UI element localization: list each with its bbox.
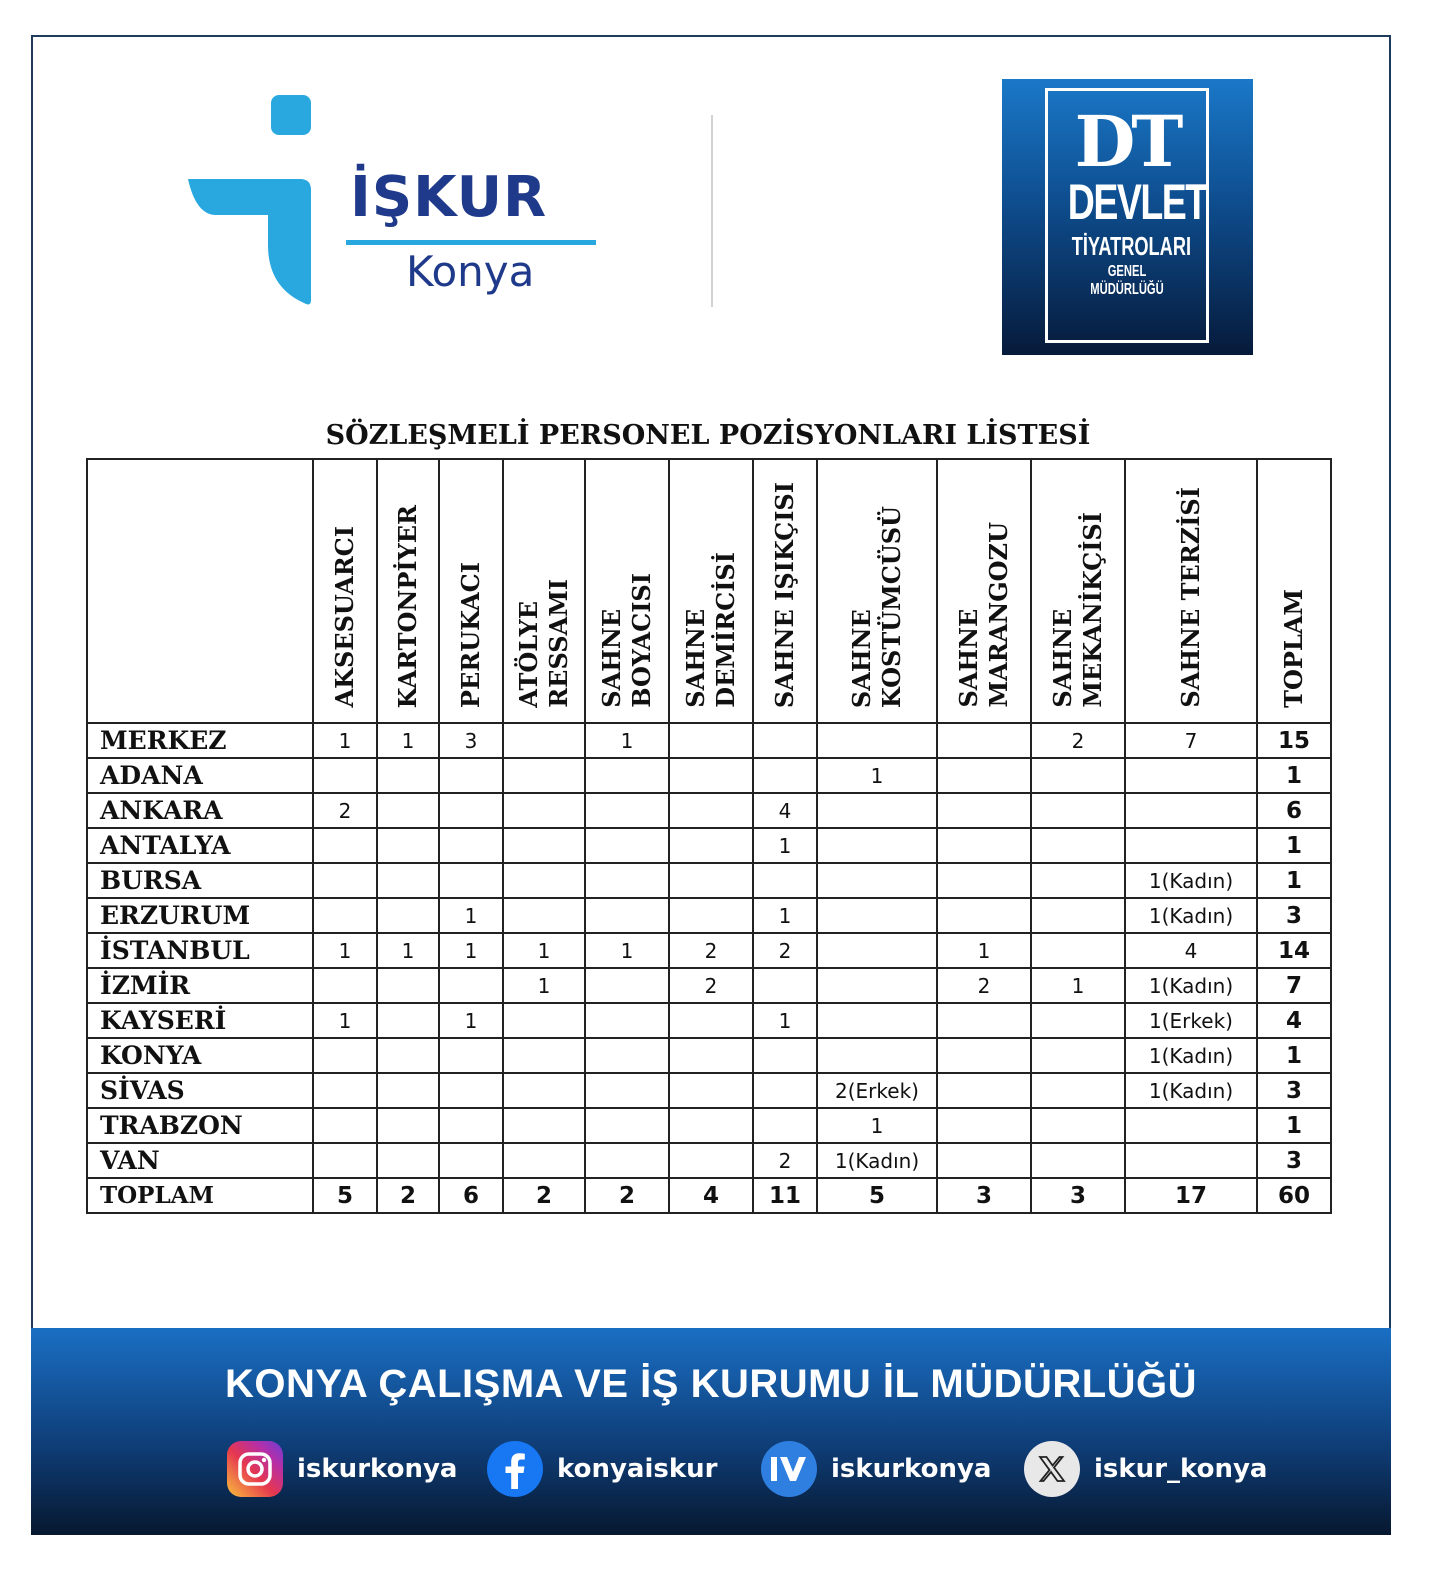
table-cell [753, 758, 817, 793]
table-cell [377, 1073, 439, 1108]
table-cell: 2(Erkek) [817, 1073, 937, 1108]
table-cell [669, 828, 753, 863]
table-cell [377, 758, 439, 793]
x-icon [1024, 1441, 1080, 1497]
table-cell: 5 [817, 1178, 937, 1213]
dt-logo-line2: TİYATROLARI [1071, 231, 1192, 261]
column-header [439, 459, 503, 723]
table-cell: 1 [817, 758, 937, 793]
table-cell: 6 [439, 1178, 503, 1213]
table-cell [439, 1143, 503, 1178]
table-cell [817, 898, 937, 933]
table-cell: 1 [377, 933, 439, 968]
province-name: ANKARA [87, 793, 313, 828]
table-cell [377, 1143, 439, 1178]
table-cell: 1 [753, 1003, 817, 1038]
table-cell [753, 1108, 817, 1143]
column-header [817, 459, 937, 723]
table-row [87, 933, 1331, 968]
column-header-label: SAHNE TERZİSİ [1176, 487, 1205, 708]
province-name: ANTALYA [87, 828, 313, 863]
table-cell [937, 1143, 1031, 1178]
table-cell [313, 968, 377, 1003]
table-cell [585, 1003, 669, 1038]
table-cell [937, 863, 1031, 898]
table-row [87, 723, 1331, 758]
column-header [1125, 459, 1257, 723]
province-name: İSTANBUL [87, 933, 313, 968]
table-cell [669, 1003, 753, 1038]
table-cell: 1(Kadın) [817, 1143, 937, 1178]
instagram-icon [227, 1441, 283, 1497]
province-name: TRABZON [87, 1108, 313, 1143]
table-cell: 11 [753, 1178, 817, 1213]
table-cell: 1 [817, 1108, 937, 1143]
table-cell [1125, 1143, 1257, 1178]
table-row [87, 793, 1331, 828]
table-row [87, 1073, 1331, 1108]
table-cell [937, 793, 1031, 828]
table-cell [503, 793, 585, 828]
table-cell [1125, 828, 1257, 863]
table-cell [669, 723, 753, 758]
table-cell [503, 1073, 585, 1108]
table-cell [937, 828, 1031, 863]
table-row [87, 828, 1331, 863]
table-cell [439, 863, 503, 898]
iskur-logo [188, 95, 608, 310]
social-handle: iskurkonya [297, 1454, 458, 1484]
column-header-label: KARTONPİYER [393, 504, 422, 708]
table-cell [937, 1108, 1031, 1143]
table-cell: 4 [753, 793, 817, 828]
table-cell: 17 [1125, 1178, 1257, 1213]
province-name: ADANA [87, 758, 313, 793]
table-total-row [87, 1178, 1331, 1213]
table-cell: 2 [503, 1178, 585, 1213]
column-header [585, 459, 669, 723]
table-row [87, 1108, 1331, 1143]
row-total-cell: 1 [1257, 758, 1331, 793]
column-header-label: SAHNE KOSTÜMCÜSÜ [847, 505, 906, 708]
column-header [503, 459, 585, 723]
row-total-cell: 4 [1257, 1003, 1331, 1038]
table-cell: 2 [937, 968, 1031, 1003]
column-header [313, 459, 377, 723]
table-cell [313, 1108, 377, 1143]
column-header-label: SAHNE MARANGOZU [954, 522, 1013, 708]
row-total-cell: 1 [1257, 828, 1331, 863]
table-cell [313, 863, 377, 898]
dt-logo-line1: DEVLET [1067, 174, 1207, 230]
social-instagram[interactable] [227, 1439, 457, 1499]
table-cell [503, 863, 585, 898]
table-cell [669, 898, 753, 933]
table-cell [313, 1073, 377, 1108]
table-cell [503, 723, 585, 758]
header-corner-cell [87, 459, 313, 723]
table-cell [753, 968, 817, 1003]
province-name: KONYA [87, 1038, 313, 1073]
table-cell [585, 863, 669, 898]
table-cell: 2 [669, 933, 753, 968]
table-cell: 1 [753, 828, 817, 863]
row-total-cell: 15 [1257, 723, 1331, 758]
table-cell [937, 1073, 1031, 1108]
table-cell [439, 1108, 503, 1143]
table-cell [669, 1108, 753, 1143]
table-cell: 1 [313, 1003, 377, 1038]
table-cell [585, 793, 669, 828]
table-cell: 1 [585, 933, 669, 968]
province-name: MERKEZ [87, 723, 313, 758]
table-cell: 1 [1031, 968, 1125, 1003]
table-cell: 1 [503, 933, 585, 968]
table-cell [669, 1038, 753, 1073]
row-total-cell: 1 [1257, 863, 1331, 898]
row-total-cell: 60 [1257, 1178, 1331, 1213]
row-total-cell: 3 [1257, 1143, 1331, 1178]
table-cell: 3 [937, 1178, 1031, 1213]
table-cell [1031, 828, 1125, 863]
table-cell [937, 758, 1031, 793]
social-nsosyal[interactable] [761, 1439, 991, 1499]
table-cell [585, 1143, 669, 1178]
table-cell [503, 828, 585, 863]
table-cell: 2 [1031, 723, 1125, 758]
row-total-cell: 1 [1257, 1108, 1331, 1143]
table-cell [1031, 1108, 1125, 1143]
table-cell [817, 933, 937, 968]
table-cell: 2 [585, 1178, 669, 1213]
table-cell [439, 1073, 503, 1108]
table-cell [377, 863, 439, 898]
column-header-label: SAHNE MEKANİKÇİSİ [1048, 512, 1107, 708]
table-cell [817, 968, 937, 1003]
table-cell: 2 [753, 933, 817, 968]
footer-title: KONYA ÇALIŞMA VE İŞ KURUMU İL MÜDÜRLÜĞÜ [224, 1362, 1198, 1406]
table-cell [313, 828, 377, 863]
table-cell [937, 723, 1031, 758]
table-cell [753, 863, 817, 898]
table-cell [817, 1038, 937, 1073]
table-cell [503, 1003, 585, 1038]
table-cell [585, 1038, 669, 1073]
positions-table [86, 458, 1332, 1214]
nsosyal-icon [761, 1441, 817, 1497]
row-total-cell: 7 [1257, 968, 1331, 1003]
table-cell [1031, 863, 1125, 898]
table-cell: 1 [585, 723, 669, 758]
table-cell [669, 863, 753, 898]
table-cell [669, 1073, 753, 1108]
table-cell [377, 1003, 439, 1038]
table-cell [585, 758, 669, 793]
row-total-cell: 3 [1257, 898, 1331, 933]
table-cell: 2 [753, 1143, 817, 1178]
table-cell: 1 [503, 968, 585, 1003]
iskur-brand: İŞKUR [350, 165, 548, 230]
province-name: BURSA [87, 863, 313, 898]
table-cell: 3 [439, 723, 503, 758]
table-cell [753, 1038, 817, 1073]
table-cell: 5 [313, 1178, 377, 1213]
total-row-label: TOPLAM [87, 1178, 313, 1213]
column-header-label: TOPLAM [1279, 589, 1308, 708]
table-cell [937, 1038, 1031, 1073]
column-header-label: ATÖLYE RESSAMI [514, 579, 573, 708]
column-header [377, 459, 439, 723]
table-cell: 3 [1031, 1178, 1125, 1213]
table-cell [753, 723, 817, 758]
table-cell [1031, 793, 1125, 828]
table-cell [503, 898, 585, 933]
table-cell [439, 828, 503, 863]
table-cell [669, 1143, 753, 1178]
table-cell [669, 758, 753, 793]
column-header-label: SAHNE IŞIKÇISI [770, 481, 799, 708]
table-cell [1031, 1003, 1125, 1038]
social-handle: iskurkonya [831, 1454, 992, 1484]
row-total-cell: 3 [1257, 1073, 1331, 1108]
table-cell: 1(Kadın) [1125, 968, 1257, 1003]
table-row [87, 968, 1331, 1003]
table-cell [585, 968, 669, 1003]
table-cell [439, 1038, 503, 1073]
table-cell [377, 1108, 439, 1143]
table-cell [503, 1143, 585, 1178]
column-header-label: PERUKACI [456, 561, 485, 708]
table-cell [817, 863, 937, 898]
table-cell [377, 898, 439, 933]
province-name: SİVAS [87, 1073, 313, 1108]
header-divider [711, 115, 713, 307]
table-cell [313, 758, 377, 793]
table-cell: 2 [669, 968, 753, 1003]
table-cell [503, 758, 585, 793]
table-row [87, 1143, 1331, 1178]
column-header [753, 459, 817, 723]
table-cell [313, 898, 377, 933]
table-row [87, 1003, 1331, 1038]
table-cell [377, 828, 439, 863]
table-cell: 1(Kadın) [1125, 898, 1257, 933]
table-cell: 1(Kadın) [1125, 1038, 1257, 1073]
table-cell: 1 [439, 1003, 503, 1038]
table-cell [817, 723, 937, 758]
table-cell [817, 828, 937, 863]
table-cell [585, 1108, 669, 1143]
table-cell [439, 758, 503, 793]
facebook-icon [487, 1441, 543, 1497]
social-handle: konyaiskur [557, 1454, 718, 1484]
dt-logo-frame [1045, 88, 1209, 343]
table-cell [1125, 758, 1257, 793]
table-cell [1031, 898, 1125, 933]
row-total-cell: 1 [1257, 1038, 1331, 1073]
table-row [87, 898, 1331, 933]
social-handle: iskur_konya [1094, 1454, 1268, 1484]
table-row [87, 863, 1331, 898]
table-cell [753, 1073, 817, 1108]
table-row [87, 1038, 1331, 1073]
table-cell [1031, 1143, 1125, 1178]
table-title: SÖZLEŞMELİ PERSONEL POZİSYONLARI LİSTESİ [325, 420, 1091, 451]
table-cell [1031, 933, 1125, 968]
dt-logo-line3: GENEL MÜDÜRLÜĞÜ [1090, 263, 1164, 298]
table-cell [439, 793, 503, 828]
column-header-label: SAHNE DEMİRCİSİ [681, 552, 740, 708]
iskur-underline [346, 240, 596, 245]
table-cell [377, 1038, 439, 1073]
table-cell [313, 1143, 377, 1178]
province-name: ERZURUM [87, 898, 313, 933]
table-cell: 1 [937, 933, 1031, 968]
social-facebook[interactable] [487, 1439, 717, 1499]
table-cell: 4 [1125, 933, 1257, 968]
dt-monogram: DT [1074, 100, 1180, 183]
column-header-label: SAHNE BOYACISI [597, 573, 656, 708]
table-cell: 1 [313, 933, 377, 968]
table-cell: 1 [753, 898, 817, 933]
table-cell [585, 1073, 669, 1108]
table-cell: 1 [377, 723, 439, 758]
table-cell [377, 793, 439, 828]
table-row [87, 758, 1331, 793]
social-x[interactable] [1024, 1439, 1267, 1499]
table-cell [1031, 1038, 1125, 1073]
table-cell [503, 1038, 585, 1073]
row-total-cell: 6 [1257, 793, 1331, 828]
table-cell [503, 1108, 585, 1143]
table-cell [817, 793, 937, 828]
column-header [669, 459, 753, 723]
table-cell: 2 [377, 1178, 439, 1213]
footer-banner [31, 1328, 1391, 1535]
table-cell [937, 898, 1031, 933]
table-cell [1031, 758, 1125, 793]
row-total-cell: 14 [1257, 933, 1331, 968]
province-name: İZMİR [87, 968, 313, 1003]
table-header-row [87, 459, 1331, 723]
table-cell [1031, 1073, 1125, 1108]
table-cell [313, 1038, 377, 1073]
table-cell: 1 [439, 933, 503, 968]
table-cell: 1 [439, 898, 503, 933]
table-cell: 4 [669, 1178, 753, 1213]
province-name: VAN [87, 1143, 313, 1178]
table-cell [669, 793, 753, 828]
iskur-city: Konya [406, 247, 535, 296]
table-cell: 1(Kadın) [1125, 863, 1257, 898]
table-cell [1125, 793, 1257, 828]
table-cell [585, 898, 669, 933]
column-header [1031, 459, 1125, 723]
column-header [1257, 459, 1331, 723]
table-cell: 7 [1125, 723, 1257, 758]
table-cell [585, 828, 669, 863]
province-name: KAYSERİ [87, 1003, 313, 1038]
table-cell: 1(Kadın) [1125, 1073, 1257, 1108]
table-cell [1125, 1108, 1257, 1143]
table-cell [439, 968, 503, 1003]
table-cell [817, 1003, 937, 1038]
table-cell: 1(Erkek) [1125, 1003, 1257, 1038]
iskur-i-dot [271, 95, 311, 135]
table-cell: 1 [313, 723, 377, 758]
table-cell [377, 968, 439, 1003]
table-cell [937, 1003, 1031, 1038]
table-cell: 2 [313, 793, 377, 828]
column-header-label: AKSESUARCI [330, 526, 359, 708]
column-header [937, 459, 1031, 723]
devlet-tiyatrolari-logo [1002, 79, 1253, 355]
